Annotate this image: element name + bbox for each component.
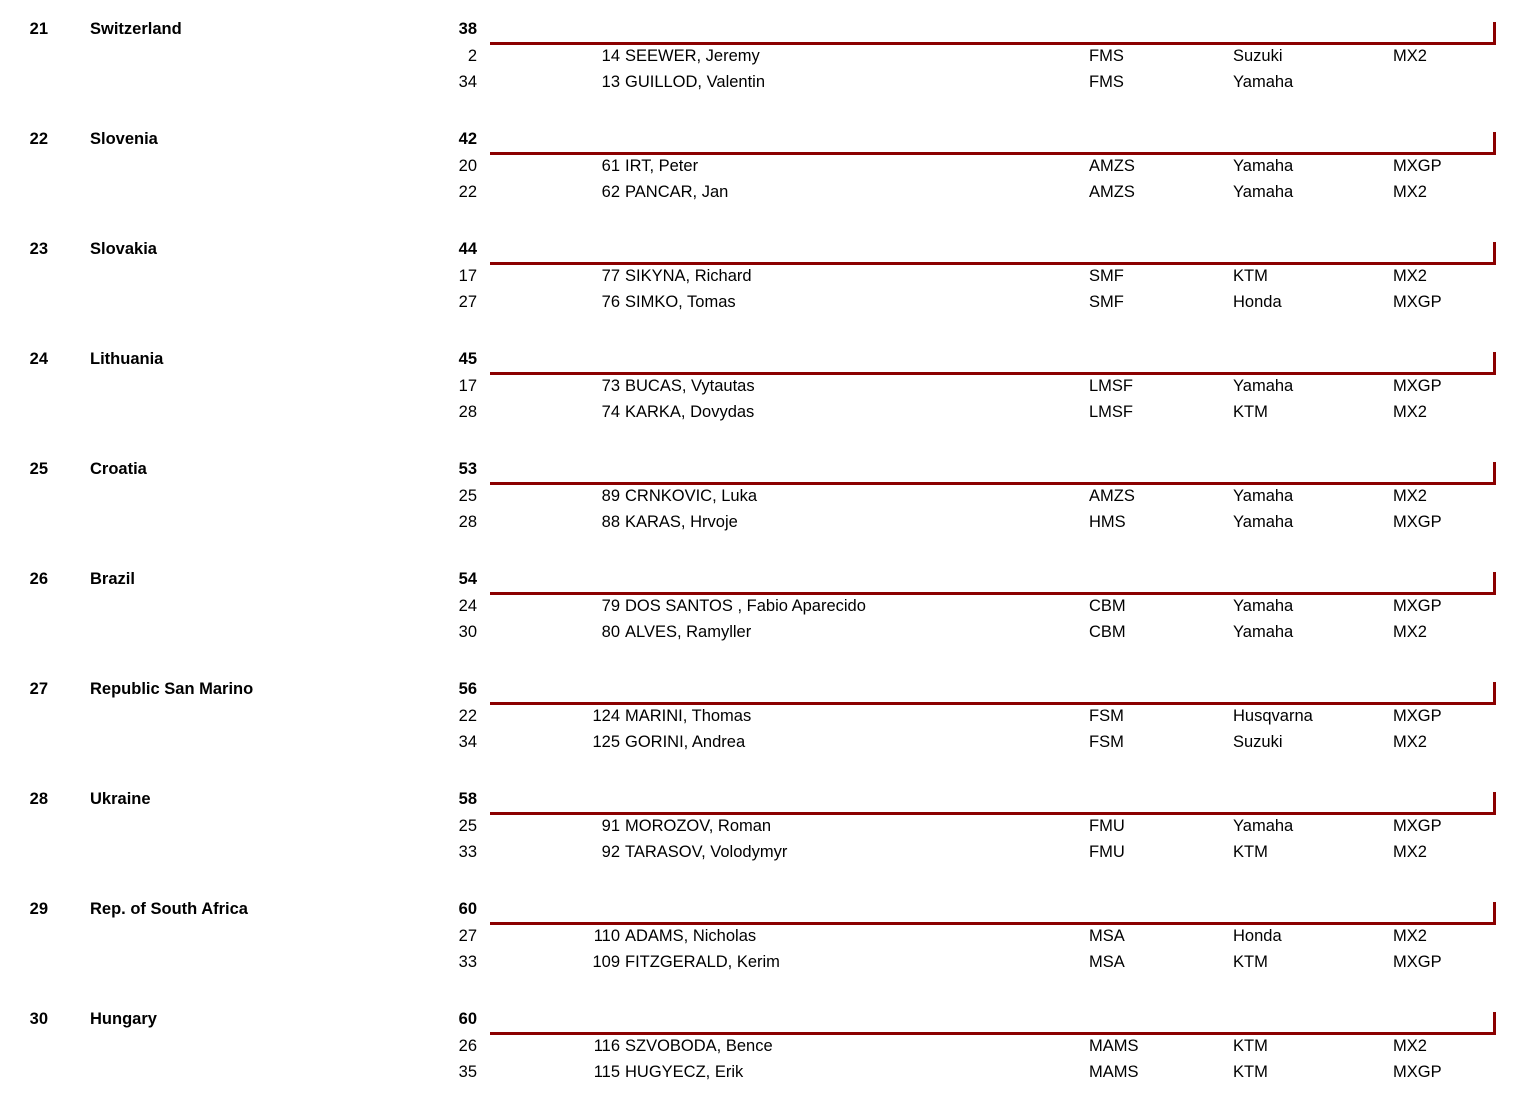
nation-group bbox=[0, 1010, 1532, 1120]
nation-rank: 22 bbox=[29, 130, 48, 148]
nation-group bbox=[0, 900, 1532, 1010]
rider-federation: AMZS bbox=[1089, 487, 1135, 505]
nation-group bbox=[0, 570, 1532, 680]
rider-class: MX2 bbox=[1393, 267, 1427, 285]
rider-class: MXGP bbox=[1393, 513, 1442, 531]
rider-bike: KTM bbox=[1233, 1063, 1268, 1081]
nation-name: Switzerland bbox=[90, 20, 182, 38]
nation-points: 45 bbox=[458, 350, 477, 368]
rider-row bbox=[0, 953, 1532, 979]
rider-number: 109 bbox=[592, 953, 620, 971]
rider-name: KARKA, Dovydas bbox=[625, 403, 755, 421]
rider-bike: Yamaha bbox=[1233, 183, 1294, 201]
rider-position: 34 bbox=[458, 73, 477, 91]
nation-name: Lithuania bbox=[90, 350, 164, 368]
rider-name: SIMKO, Tomas bbox=[625, 293, 736, 311]
rider-bike: Yamaha bbox=[1233, 597, 1294, 615]
rider-bike: Yamaha bbox=[1233, 513, 1294, 531]
rider-name: SEEWER, Jeremy bbox=[625, 47, 760, 65]
rider-row bbox=[0, 597, 1532, 623]
rider-bike: KTM bbox=[1233, 843, 1268, 861]
rider-position: 25 bbox=[458, 487, 477, 505]
nation-group bbox=[0, 680, 1532, 790]
rider-name: MOROZOV, Roman bbox=[625, 817, 772, 835]
group-separator-end-tick bbox=[1493, 352, 1496, 375]
rider-row bbox=[0, 927, 1532, 953]
rider-federation: LMSF bbox=[1089, 377, 1134, 395]
rider-row bbox=[0, 47, 1532, 73]
rider-position: 22 bbox=[458, 707, 477, 725]
rider-row bbox=[0, 623, 1532, 649]
group-separator-rule bbox=[490, 372, 1496, 375]
rider-bike: KTM bbox=[1233, 953, 1268, 971]
rider-federation: AMZS bbox=[1089, 183, 1135, 201]
group-separator-rule bbox=[490, 702, 1496, 705]
rider-row bbox=[0, 1037, 1532, 1063]
group-separator-end-tick bbox=[1493, 1012, 1496, 1035]
nation-rank: 29 bbox=[29, 900, 48, 918]
rider-number: 89 bbox=[601, 487, 620, 505]
rider-bike: Suzuki bbox=[1233, 47, 1283, 65]
rider-name: FITZGERALD, Kerim bbox=[625, 953, 780, 971]
rider-name: SZVOBODA, Bence bbox=[625, 1037, 773, 1055]
rider-name: CRNKOVIC, Luka bbox=[625, 487, 758, 505]
rider-federation: CBM bbox=[1089, 597, 1126, 615]
rider-class: MXGP bbox=[1393, 597, 1442, 615]
nation-rank: 21 bbox=[29, 20, 48, 38]
rider-position: 33 bbox=[458, 953, 477, 971]
rider-row bbox=[0, 513, 1532, 539]
rider-position: 34 bbox=[458, 733, 477, 751]
group-separator-end-tick bbox=[1493, 682, 1496, 705]
rider-class: MX2 bbox=[1393, 487, 1427, 505]
rider-row bbox=[0, 843, 1532, 869]
rider-federation: HMS bbox=[1089, 513, 1126, 531]
nation-group bbox=[0, 240, 1532, 350]
rider-name: ALVES, Ramyller bbox=[625, 623, 752, 641]
nation-name: Ukraine bbox=[90, 790, 151, 808]
rider-name: GUILLOD, Valentin bbox=[625, 73, 766, 91]
group-separator-end-tick bbox=[1493, 132, 1496, 155]
group-separator-rule bbox=[490, 1032, 1496, 1035]
nation-name: Brazil bbox=[90, 570, 135, 588]
nation-rank: 30 bbox=[29, 1010, 48, 1028]
rider-name: ADAMS, Nicholas bbox=[625, 927, 757, 945]
nation-points: 53 bbox=[458, 460, 477, 478]
group-separator-rule bbox=[490, 262, 1496, 265]
rider-row bbox=[0, 293, 1532, 319]
rider-number: 61 bbox=[601, 157, 620, 175]
rider-class: MX2 bbox=[1393, 733, 1427, 751]
rider-federation: FSM bbox=[1089, 733, 1124, 751]
nation-points: 54 bbox=[458, 570, 477, 588]
nation-points: 44 bbox=[458, 240, 477, 258]
group-separator-rule bbox=[490, 42, 1496, 45]
rider-bike: KTM bbox=[1233, 267, 1268, 285]
rider-class: MX2 bbox=[1393, 403, 1427, 421]
rider-number: 79 bbox=[601, 597, 620, 615]
rider-bike: Yamaha bbox=[1233, 157, 1294, 175]
group-separator-rule bbox=[490, 152, 1496, 155]
rider-federation: FMS bbox=[1089, 73, 1124, 91]
rider-position: 20 bbox=[458, 157, 477, 175]
rider-row bbox=[0, 487, 1532, 513]
rider-number: 115 bbox=[593, 1063, 620, 1081]
rider-class: MXGP bbox=[1393, 1063, 1442, 1081]
rider-name: MARINI, Thomas bbox=[625, 707, 752, 725]
rider-federation: MAMS bbox=[1089, 1037, 1139, 1055]
nation-group bbox=[0, 460, 1532, 570]
rider-number: 14 bbox=[601, 47, 620, 65]
rider-position: 24 bbox=[458, 597, 477, 615]
rider-federation: AMZS bbox=[1089, 157, 1135, 175]
nation-name: Republic San Marino bbox=[90, 680, 254, 698]
rider-row bbox=[0, 157, 1532, 183]
rider-bike: KTM bbox=[1233, 403, 1268, 421]
group-separator-end-tick bbox=[1493, 902, 1496, 925]
rider-federation: FMU bbox=[1089, 843, 1125, 861]
rider-row bbox=[0, 1063, 1532, 1089]
rider-class: MX2 bbox=[1393, 183, 1427, 201]
nation-name: Slovakia bbox=[90, 240, 157, 258]
rider-position: 35 bbox=[458, 1063, 477, 1081]
nation-group bbox=[0, 130, 1532, 240]
nation-points: 60 bbox=[458, 900, 477, 918]
rider-class: MXGP bbox=[1393, 817, 1442, 835]
rider-position: 28 bbox=[458, 513, 477, 531]
rider-position: 17 bbox=[458, 377, 477, 395]
rider-row bbox=[0, 817, 1532, 843]
rider-federation: SMF bbox=[1089, 293, 1124, 311]
group-separator-end-tick bbox=[1493, 462, 1496, 485]
rider-position: 2 bbox=[467, 47, 477, 65]
group-separator-rule bbox=[490, 812, 1496, 815]
rider-number: 80 bbox=[601, 623, 620, 641]
nation-group bbox=[0, 790, 1532, 900]
rider-class: MXGP bbox=[1393, 377, 1442, 395]
rider-name: BUCAS, Vytautas bbox=[625, 377, 755, 395]
nation-name: Rep. of South Africa bbox=[90, 900, 248, 918]
rider-number: 77 bbox=[601, 267, 620, 285]
nation-rank: 28 bbox=[29, 790, 48, 808]
nation-group bbox=[0, 350, 1532, 460]
rider-bike: Yamaha bbox=[1233, 73, 1294, 91]
rider-position: 28 bbox=[458, 403, 477, 421]
rider-row bbox=[0, 377, 1532, 403]
rider-number: 92 bbox=[601, 843, 620, 861]
rider-class: MXGP bbox=[1393, 953, 1442, 971]
rider-number: 110 bbox=[593, 927, 620, 945]
rider-number: 76 bbox=[601, 293, 620, 311]
rider-row bbox=[0, 733, 1532, 759]
rider-federation: MAMS bbox=[1089, 1063, 1139, 1081]
rider-class: MX2 bbox=[1393, 47, 1427, 65]
rider-position: 25 bbox=[458, 817, 477, 835]
rider-name: KARAS, Hrvoje bbox=[625, 513, 738, 531]
group-separator-end-tick bbox=[1493, 792, 1496, 815]
rider-bike: Honda bbox=[1233, 927, 1282, 945]
rider-name: DOS SANTOS , Fabio Aparecido bbox=[625, 597, 866, 615]
nation-points: 38 bbox=[458, 20, 477, 38]
rider-name: TARASOV, Volodymyr bbox=[625, 843, 788, 861]
nation-points: 60 bbox=[458, 1010, 477, 1028]
nation-rank: 25 bbox=[29, 460, 48, 478]
group-separator-end-tick bbox=[1493, 22, 1496, 45]
nation-points: 58 bbox=[458, 790, 477, 808]
rider-class: MXGP bbox=[1393, 157, 1442, 175]
rider-class: MX2 bbox=[1393, 843, 1427, 861]
rider-federation: SMF bbox=[1089, 267, 1124, 285]
rider-number: 13 bbox=[601, 73, 620, 91]
group-separator-rule bbox=[490, 482, 1496, 485]
nation-group bbox=[0, 20, 1532, 130]
rider-federation: MSA bbox=[1089, 953, 1125, 971]
rider-number: 124 bbox=[592, 707, 620, 725]
rider-bike: Suzuki bbox=[1233, 733, 1283, 751]
rider-federation: FMS bbox=[1089, 47, 1124, 65]
rider-bike: Yamaha bbox=[1233, 487, 1294, 505]
rider-name: HUGYECZ, Erik bbox=[625, 1063, 744, 1081]
rider-row bbox=[0, 183, 1532, 209]
rider-row bbox=[0, 707, 1532, 733]
rider-position: 26 bbox=[458, 1037, 477, 1055]
rider-class: MX2 bbox=[1393, 1037, 1427, 1055]
rider-position: 33 bbox=[458, 843, 477, 861]
rider-number: 88 bbox=[601, 513, 620, 531]
rider-position: 17 bbox=[458, 267, 477, 285]
nation-name: Croatia bbox=[90, 460, 147, 478]
nation-rank: 24 bbox=[29, 350, 48, 368]
rider-name: GORINI, Andrea bbox=[625, 733, 746, 751]
rider-name: IRT, Peter bbox=[625, 157, 699, 175]
rider-bike: Husqvarna bbox=[1233, 707, 1313, 725]
nation-rank: 23 bbox=[29, 240, 48, 258]
rider-class: MXGP bbox=[1393, 293, 1442, 311]
nation-rank: 27 bbox=[29, 680, 48, 698]
rider-class: MX2 bbox=[1393, 623, 1427, 641]
rider-row bbox=[0, 73, 1532, 99]
rider-position: 27 bbox=[458, 927, 477, 945]
nation-points: 42 bbox=[458, 130, 477, 148]
rider-bike: Honda bbox=[1233, 293, 1282, 311]
rider-number: 73 bbox=[601, 377, 620, 395]
rider-number: 125 bbox=[592, 733, 620, 751]
rider-federation: LMSF bbox=[1089, 403, 1134, 421]
rider-federation: FMU bbox=[1089, 817, 1125, 835]
nation-rank: 26 bbox=[29, 570, 48, 588]
rider-row bbox=[0, 267, 1532, 293]
rider-position: 30 bbox=[458, 623, 477, 641]
rider-position: 27 bbox=[458, 293, 477, 311]
rider-position: 22 bbox=[458, 183, 477, 201]
rider-number: 116 bbox=[593, 1037, 620, 1055]
rider-federation: MSA bbox=[1089, 927, 1125, 945]
rider-bike: KTM bbox=[1233, 1037, 1268, 1055]
rider-federation: CBM bbox=[1089, 623, 1126, 641]
nation-name: Slovenia bbox=[90, 130, 158, 148]
rider-federation: FSM bbox=[1089, 707, 1124, 725]
rider-row bbox=[0, 403, 1532, 429]
rider-class: MX2 bbox=[1393, 927, 1427, 945]
group-separator-end-tick bbox=[1493, 572, 1496, 595]
group-separator-rule bbox=[490, 922, 1496, 925]
rider-name: PANCAR, Jan bbox=[625, 183, 729, 201]
rider-number: 91 bbox=[601, 817, 620, 835]
rider-number: 74 bbox=[601, 403, 620, 421]
nation-name: Hungary bbox=[90, 1010, 157, 1028]
group-separator-rule bbox=[490, 592, 1496, 595]
rider-number: 62 bbox=[601, 183, 620, 201]
group-separator-end-tick bbox=[1493, 242, 1496, 265]
nation-points: 56 bbox=[458, 680, 477, 698]
rider-class: MXGP bbox=[1393, 707, 1442, 725]
rider-bike: Yamaha bbox=[1233, 623, 1294, 641]
rider-bike: Yamaha bbox=[1233, 377, 1294, 395]
rider-bike: Yamaha bbox=[1233, 817, 1294, 835]
rider-name: SIKYNA, Richard bbox=[625, 267, 752, 285]
